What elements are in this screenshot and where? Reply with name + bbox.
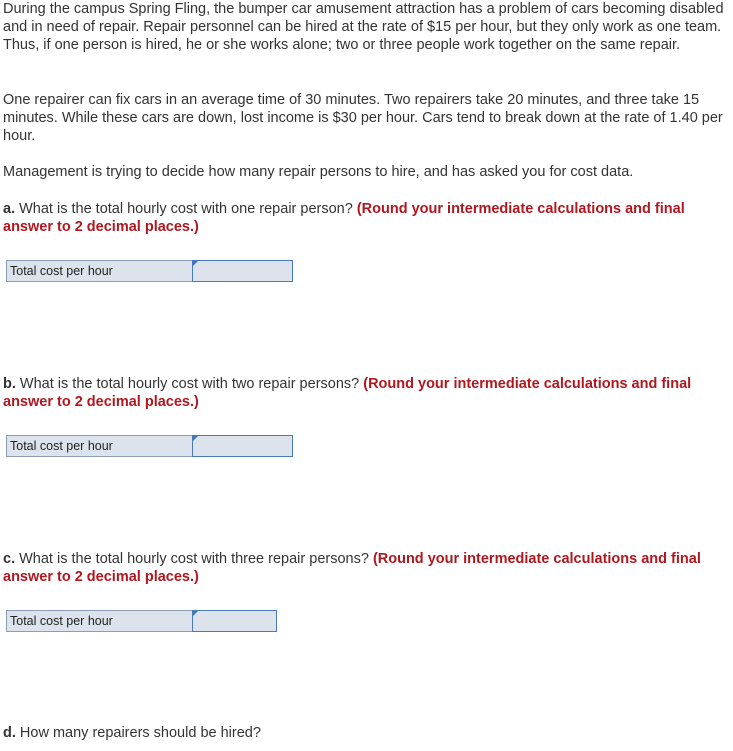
answer-b-label: Total cost per hour: [6, 435, 193, 457]
answer-b-input[interactable]: [193, 436, 292, 456]
answer-c-input[interactable]: [193, 611, 276, 631]
question-c-note: (Round your intermediate calculations and final answer to 2 decimal places.): [3, 551, 701, 585]
question-a-text: What is the total hourly cost with one repair person?: [15, 201, 357, 217]
question-a-letter: a.: [3, 201, 16, 217]
problem-intro: During the campus Spring Fling, the bumper car amusement attraction has a problem of cars becoming disabled and in need of repair. Repair personnel can be hired at the rate of $15 per hour, but they only work as one team. Thus, if one person is hired, he or she works alone; two or three people work together on the same repair.: [3, 1, 724, 53]
question-b-letter: b.: [3, 376, 16, 392]
question-c: [3, 550, 731, 586]
answer-row-c: [6, 610, 277, 632]
answer-c-field[interactable]: [192, 610, 277, 632]
answer-a-label: Total cost per hour: [6, 260, 193, 282]
question-c-letter: c.: [3, 551, 16, 567]
input-flag-icon: [193, 436, 198, 441]
answer-row-a: [6, 260, 293, 282]
input-flag-icon: [193, 261, 198, 266]
problem-management: Management is trying to decide how many repair persons to hire, and has asked you for cost data.: [3, 164, 634, 180]
question-b-note: (Round your intermediate calculations and final answer to 2 decimal places.): [3, 376, 692, 410]
question-c-text: What is the total hourly cost with three repair persons?: [15, 551, 373, 567]
question-d-letter: d.: [3, 725, 16, 741]
question-d: [3, 724, 731, 742]
answer-b-field[interactable]: [192, 435, 293, 457]
answer-a-field[interactable]: [192, 260, 293, 282]
question-d-text: How many repairers should be hired?: [15, 725, 261, 741]
answer-c-label: Total cost per hour: [6, 610, 193, 632]
question-b: [3, 375, 731, 411]
question-a: [3, 200, 731, 236]
answer-row-b: [6, 435, 293, 457]
question-a-note: (Round your intermediate calculations and final answer to 2 decimal places.): [3, 201, 685, 235]
answer-a-input[interactable]: [193, 261, 292, 281]
question-b-text: What is the total hourly cost with two repair persons?: [15, 376, 364, 392]
problem-details: One repairer can fix cars in an average time of 30 minutes. Two repairers take 20 minutes, and three take 15 minutes. While these cars are down, lost income is $30 per hour. Cars tend to break down at the rate of 1.40 per hour.: [3, 92, 723, 144]
input-flag-icon: [193, 611, 198, 616]
